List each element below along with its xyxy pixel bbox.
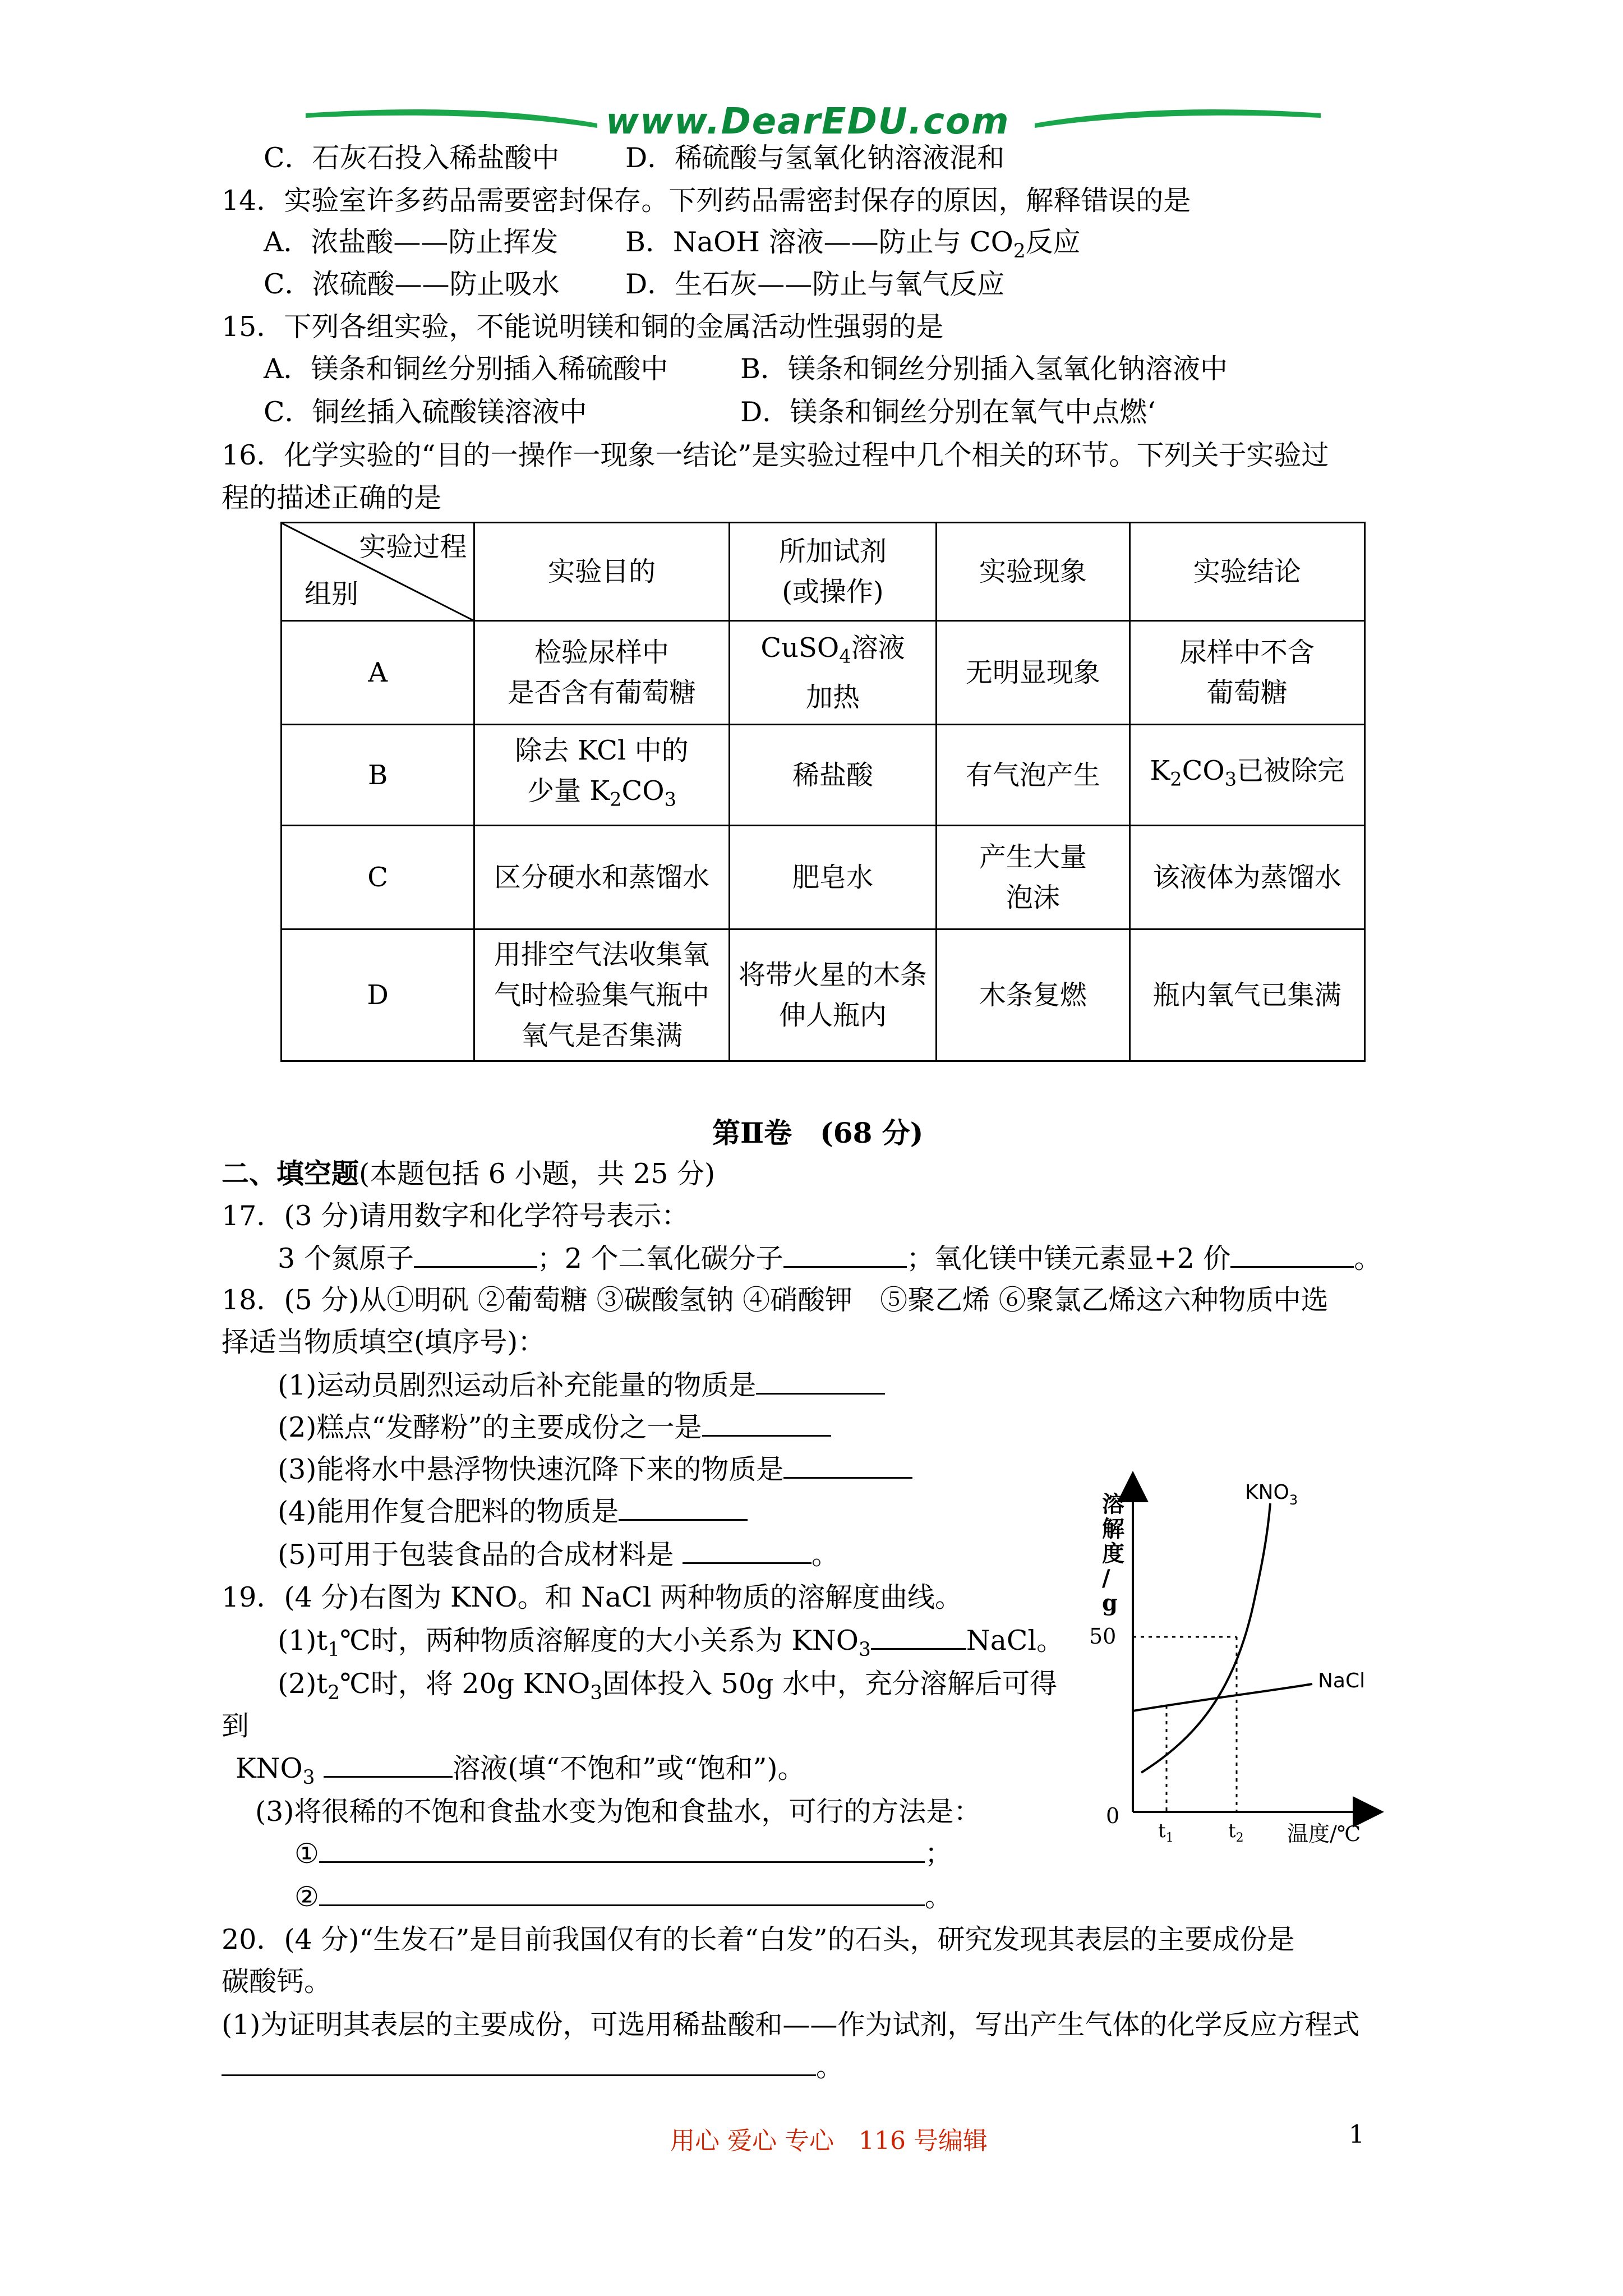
solubility-chart [1054,1458,1391,1862]
row-c-reagent: 肥皂水 [729,826,937,930]
q18-stem-line2: 择适当物质填空(填序号)： [222,1326,546,1358]
kno3-label: $KNO_3$ [1245,1481,1298,1508]
row-group-b: B [282,725,474,826]
q20-stem-line1: 20．(4 分)“生发石”是目前我国仅有的长着“白发”的石头，研究发现其表层的主要成份是 [222,1924,1295,1955]
table-header-row [282,523,1365,621]
q17-blank-3[interactable] [1230,1244,1354,1268]
q15-option-d: D．镁条和铜丝分别在氧气中点燃‘ [740,396,1156,428]
q20-blank-1[interactable] [222,2052,816,2076]
q18-blank-5[interactable] [683,1540,811,1564]
q19-part-3-method-1: ① ； [294,1838,952,1870]
table-row [282,725,1365,826]
q18-item-5: (5)可用于包装食品的合成材料是 。 [278,1539,840,1571]
q15-option-c: C．铜丝插入硫酸镁溶液中 [264,396,587,428]
q14-option-a: A．浓盐酸——防止挥发 [264,226,559,258]
kno3-curve [1141,1503,1270,1773]
q19-blank-2[interactable] [324,1754,453,1778]
row-d-reagent: 将带火星的木条 伸人瓶内 [729,930,937,1061]
q13-option-d: D．稀硫酸与氢氧化钠溶液混和 [625,142,1005,174]
q19-part-3: (3)将很稀的不饱和食盐水变为饱和食盐水，可行的方法是： [255,1796,981,1828]
q14-option-c: C．浓硫酸——防止吸水 [264,268,560,300]
header-purpose: 实验目的 [474,523,729,621]
row-d-phenomenon: 木条复燃 [937,930,1129,1061]
part2-title: 第Ⅱ卷 (68 分) [712,1116,924,1149]
row-group-a: A [282,621,474,725]
origin-label: 0 [1106,1803,1120,1828]
corner-bottom-label: 组别 [305,578,359,610]
row-c-purpose: 区分硬水和蒸馏水 [474,826,729,930]
q19-blank-3[interactable] [319,1839,925,1863]
x-axis-label: 温度/℃ [1287,1821,1361,1846]
table-row [282,826,1365,930]
q18-stem-line1: 18．(5 分)从①明矾 ②葡萄糖 ③碳酸氢钠 ④硝酸钾 ⑤聚乙烯 ⑥聚氯乙烯这六种物质中选 [222,1284,1329,1316]
row-b-phenomenon: 有气泡产生 [937,725,1129,826]
q20-part-1: (1)为证明其表层的主要成份，可选用稀盐酸和——作为试剂，写出产生气体的化学反应方程式 [222,2009,1360,2041]
y-tick-50: 50 [1089,1624,1117,1649]
q19-part-2-cont: 到 [222,1710,250,1742]
row-b-purpose: 除去 KCl 中的 少量 $K_2CO_3$ [474,725,729,826]
row-group-d: D [282,930,474,1061]
q16-stem-line2: 程的描述正确的是 [222,482,442,514]
q18-item-1: (1)运动员剧烈运动后补充能量的物质是 [278,1369,885,1402]
q15-option-a: A．镁条和铜丝分别插入稀硫酸中 [264,353,668,385]
row-d-conclusion: 瓶内氧气已集满 [1129,930,1364,1061]
row-group-c: C [282,826,474,930]
page-number: 1 [1349,2120,1364,2149]
q19-part-3-method-2: ② 。 [294,1881,952,1913]
y-axis-label: 溶解度/ g [1102,1491,1124,1616]
row-c-conclusion: 该液体为蒸馏水 [1129,826,1364,930]
header-conclusion: 实验结论 [1129,523,1364,621]
q15-option-b: B．镁条和铜丝分别插入氢氧化钠溶液中 [740,353,1228,385]
row-a-reagent: CuSO$_4$溶液 加热 [729,621,937,725]
q14-option-b: B．NaOH 溶液——防止与 $CO_2$反应 [625,226,1081,263]
q20-answer-line: 。 [222,2050,843,2084]
section-fill-in: 二、填空题(本题包括 6 小题，共 25 分) [222,1157,716,1190]
t1-label: $t_1$ [1158,1820,1174,1845]
q14-stem: 14．实验室许多药品需要密封保存。下列药品需密封保存的原因，解释错误的是 [222,185,1191,217]
table-row [282,621,1365,725]
q17-blank-1[interactable] [414,1244,537,1268]
q18-item-3: (3)能将水中悬浮物快速沉降下来的物质是 [278,1453,912,1487]
t2-label: $t_2$ [1228,1820,1244,1845]
table-corner-cell [282,523,474,621]
nacl-label: NaCl [1318,1669,1366,1692]
q19-part-2: $(2)t_2℃$时，将 20g $KNO_3$固体投入 50g 水中，充分溶解后可得 [278,1668,1057,1704]
q14-option-d: D．生石灰——防止与氧气反应 [625,268,1005,300]
q15-stem: 15．下列各组实验，不能说明镁和铜的金属活动性强弱的是 [222,311,944,343]
q19-part-2-line3: $KNO_3$ 溶液(填“不饱和”或“饱和”)。 [236,1752,805,1789]
q20-stem-line2: 碳酸钙。 [222,1966,332,1998]
header-phenomenon: 实验现象 [937,523,1129,621]
q18-blank-4[interactable] [619,1497,748,1521]
row-a-purpose: 检验尿样中 是否含有葡萄糖 [474,621,729,725]
q18-blank-1[interactable] [756,1370,885,1395]
q19-blank-4[interactable] [319,1882,925,1906]
q16-stem-line1: 16．化学实验的“目的一操作一现象一结论”是实验过程中几个相关的环节。下列关于实验过 [222,439,1329,471]
row-a-conclusion: 尿样中不含 葡萄糖 [1129,621,1364,725]
row-a-phenomenon: 无明显现象 [937,621,1129,725]
corner-top-label: 实验过程 [359,531,467,563]
q18-item-2: (2)糕点“发酵粉”的主要成份之一是 [278,1411,831,1444]
q18-blank-3[interactable] [783,1455,912,1479]
q19-part-1: $(1)t_1℃$时，两种物质溶解度的大小关系为 $KNO_3$ NaCl。 [278,1625,1064,1661]
site-logo-text: www.DearEDU.com [606,101,1010,142]
q17-blank-2[interactable] [783,1244,907,1268]
q19-stem: 19．(4 分)右图为 KNO。和 NaCl 两种物质的溶解度曲线。 [222,1581,962,1613]
row-b-reagent: 稀盐酸 [729,725,937,826]
row-c-phenomenon: 产生大量 泡沫 [937,826,1129,930]
table-row [282,930,1365,1061]
q19-blank-1[interactable] [871,1626,966,1650]
row-d-purpose: 用排空气法收集氧 气时检验集气瓶中 氧气是否集满 [474,930,729,1061]
q18-item-4: (4)能用作复合肥料的物质是 [278,1495,748,1529]
q18-blank-2[interactable] [702,1412,831,1437]
q13-option-c: C．石灰石投入稀盐酸中 [264,142,560,174]
header-reagent: 所加试剂 (或操作) [729,523,937,621]
q17-stem: 17．(3 分)请用数字和化学符号表示： [222,1200,689,1232]
q17-blanks: 3 个氮原子 ；2 个二氧化碳分子 ；氧化镁中镁元素显+2 价 。 [278,1243,1382,1274]
footer-editor: 用心 爱心 专心 116 号编辑 [670,2127,988,2155]
row-b-conclusion: $K_2CO_3$已被除完 [1129,725,1364,826]
experiment-table [280,522,1366,1062]
